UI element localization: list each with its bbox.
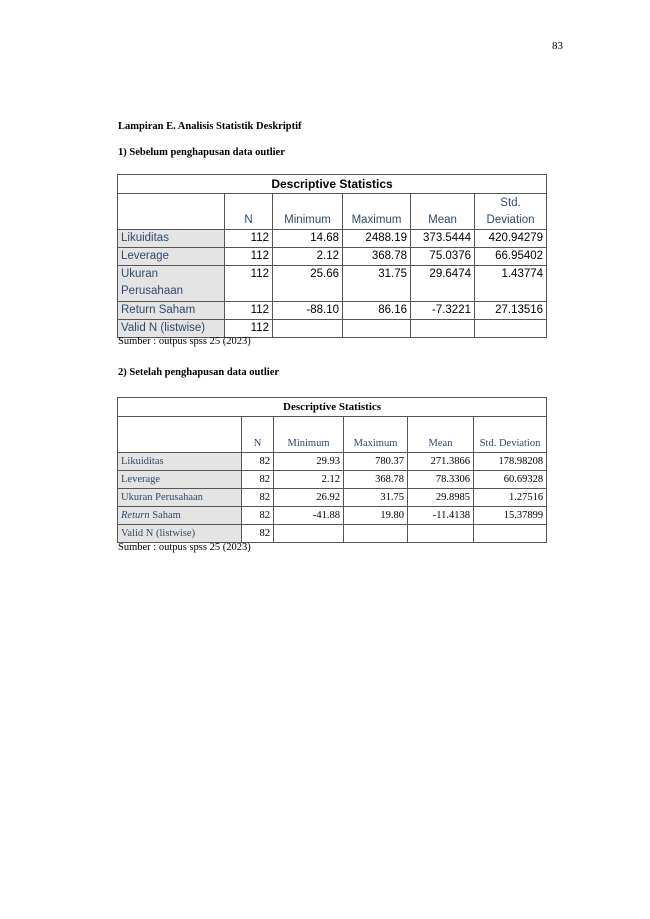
cell-maximum: 368.78 xyxy=(343,248,411,266)
header-maximum: Maximum xyxy=(343,194,411,230)
header-cell xyxy=(118,194,225,230)
appendix-title: Lampiran E. Analisis Statistik Deskriptif xyxy=(118,121,302,132)
cell-minimum: 2.12 xyxy=(274,471,344,489)
row-label: Valid N (listwise) xyxy=(118,320,225,338)
cell-n: 82 xyxy=(242,453,274,471)
header-cell xyxy=(118,417,242,453)
source-note-before: Sumber : outpus spss 25 (2023) xyxy=(118,336,251,347)
cell-mean: 271.3866 xyxy=(408,453,474,471)
cell-n: 82 xyxy=(242,525,274,543)
cell-mean: 29.8985 xyxy=(408,489,474,507)
table-row xyxy=(118,471,547,489)
header-n: N xyxy=(225,194,273,230)
cell-maximum xyxy=(343,320,411,338)
cell-minimum xyxy=(274,525,344,543)
row-label: Leverage xyxy=(118,471,242,489)
table-caption: Descriptive Statistics xyxy=(118,398,547,417)
cell-mean xyxy=(411,320,475,338)
cell-maximum: 368.78 xyxy=(344,471,408,489)
header-minimum: Minimum xyxy=(273,194,343,230)
cell-std-deviation: 15.37899 xyxy=(474,507,547,525)
cell-minimum: 14.68 xyxy=(273,230,343,248)
cell-minimum: 29.93 xyxy=(274,453,344,471)
cell-maximum: 31.75 xyxy=(344,489,408,507)
cell-std-deviation: 27.13516 xyxy=(475,302,547,320)
cell-minimum: 2.12 xyxy=(273,248,343,266)
table-row xyxy=(118,507,547,525)
row-label: Ukuran Perusahaan xyxy=(118,266,225,302)
table-header-row xyxy=(118,194,547,230)
table-row xyxy=(118,320,547,338)
table-header-row xyxy=(118,417,547,453)
cell-n: 82 xyxy=(242,471,274,489)
header-mean: Mean xyxy=(408,417,474,453)
header-std-deviation: Std. Deviation xyxy=(475,194,547,230)
cell-std-deviation xyxy=(474,525,547,543)
cell-minimum xyxy=(273,320,343,338)
table-row xyxy=(118,302,547,320)
cell-maximum: 2488.19 xyxy=(343,230,411,248)
cell-mean: -11.4138 xyxy=(408,507,474,525)
cell-maximum: 31.75 xyxy=(343,266,411,302)
table-caption: Descriptive Statistics xyxy=(118,175,547,194)
row-label: Likuiditas xyxy=(118,453,242,471)
cell-n: 112 xyxy=(225,248,273,266)
cell-std-deviation: 66.95402 xyxy=(475,248,547,266)
cell-maximum: 780.37 xyxy=(344,453,408,471)
table-row xyxy=(118,525,547,543)
cell-std-deviation: 1.27516 xyxy=(474,489,547,507)
source-note-after: Sumber : outpus spss 25 (2023) xyxy=(118,542,251,553)
cell-minimum: -41.88 xyxy=(274,507,344,525)
cell-std-deviation: 178.98208 xyxy=(474,453,547,471)
row-label: Leverage xyxy=(118,248,225,266)
cell-n: 82 xyxy=(242,489,274,507)
cell-maximum: 86.16 xyxy=(343,302,411,320)
row-label: Ukuran Perusahaan xyxy=(118,489,242,507)
cell-n: 112 xyxy=(225,266,273,302)
cell-n: 112 xyxy=(225,320,273,338)
table-row xyxy=(118,489,547,507)
header-mean: Mean xyxy=(411,194,475,230)
cell-mean: 78.3306 xyxy=(408,471,474,489)
cell-maximum: 19.80 xyxy=(344,507,408,525)
cell-maximum xyxy=(344,525,408,543)
row-label: Return Saham xyxy=(118,302,225,320)
cell-std-deviation: 420.94279 xyxy=(475,230,547,248)
descriptive-stats-table-after xyxy=(117,397,547,543)
cell-mean: 29.6474 xyxy=(411,266,475,302)
row-label xyxy=(118,507,242,525)
header-maximum: Maximum xyxy=(344,417,408,453)
cell-mean: 75.0376 xyxy=(411,248,475,266)
header-std-deviation: Std. Deviation xyxy=(474,417,547,453)
row-label: Likuiditas xyxy=(118,230,225,248)
cell-minimum: 26.92 xyxy=(274,489,344,507)
row-label-rest: Saham xyxy=(149,510,181,521)
table-row xyxy=(118,248,547,266)
cell-minimum: 25.66 xyxy=(273,266,343,302)
cell-mean: 373.5444 xyxy=(411,230,475,248)
descriptive-stats-table-before xyxy=(117,174,547,338)
cell-mean: -7.3221 xyxy=(411,302,475,320)
table-row xyxy=(118,453,547,471)
cell-std-deviation: 60.69328 xyxy=(474,471,547,489)
cell-std-deviation: 1.43774 xyxy=(475,266,547,302)
table-row xyxy=(118,230,547,248)
cell-minimum: -88.10 xyxy=(273,302,343,320)
header-minimum: Minimum xyxy=(274,417,344,453)
cell-n: 112 xyxy=(225,302,273,320)
row-label-italic: Return xyxy=(121,510,150,521)
header-n: N xyxy=(242,417,274,453)
cell-n: 112 xyxy=(225,230,273,248)
cell-mean xyxy=(408,525,474,543)
cell-n: 82 xyxy=(242,507,274,525)
row-label: Valid N (listwise) xyxy=(118,525,242,543)
page-number: 83 xyxy=(552,40,563,52)
table-row xyxy=(118,266,547,302)
section-heading-after: 2) Setelah penghapusan data outlier xyxy=(118,367,280,378)
cell-std-deviation xyxy=(475,320,547,338)
section-heading-before: 1) Sebelum penghapusan data outlier xyxy=(118,147,285,158)
